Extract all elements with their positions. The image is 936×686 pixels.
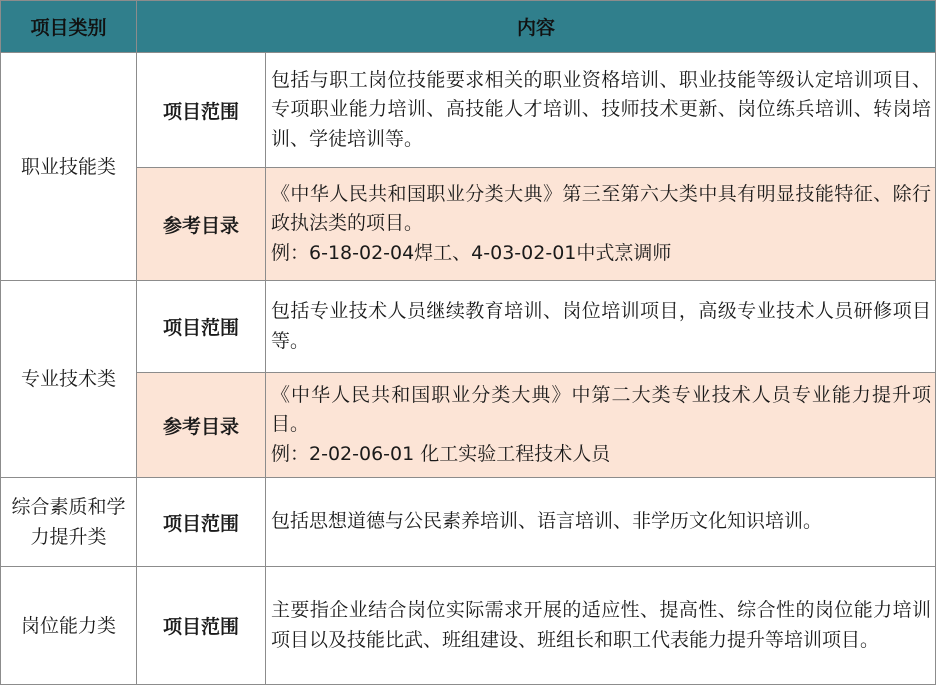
table-row	[1, 478, 936, 567]
catalog-cell	[266, 373, 936, 478]
table-row	[1, 373, 936, 478]
scope-text: 包括专业技术人员继续教育培训、岗位培训项目，高级专业技术人员研修项目等。	[266, 281, 936, 373]
table-row	[1, 53, 936, 168]
catalog-label: 参考目录	[137, 373, 266, 478]
catalog-text: 《中华人民共和国职业分类大典》第三至第六大类中具有明显技能特征、除行政执法类的项目。	[271, 182, 932, 235]
scope-label: 项目范围	[137, 478, 266, 567]
scope-text: 主要指企业结合岗位实际需求开展的适应性、提高性、综合性的岗位能力培训项目以及技能比武、班组建设、班组长和职工代表能力提升等培训项目。	[266, 567, 936, 685]
header-row	[1, 1, 936, 53]
table-row	[1, 281, 936, 373]
scope-text: 包括与职工岗位技能要求相关的职业资格培训、职业技能等级认定培训项目、专项职业能力培训、高技能人才培训、技师技术更新、岗位练兵培训、转岗培训、学徒培训等。	[266, 53, 936, 168]
catalog-text: 《中华人民共和国职业分类大典》中第二大类专业技术人员专业能力提升项目。	[271, 383, 932, 436]
table-row	[1, 168, 936, 281]
catalog-label: 参考目录	[137, 168, 266, 281]
category-cell: 岗位能力类	[1, 567, 137, 685]
catalog-example: 例：2-02-06-01 化工实验工程技术人员	[271, 442, 611, 465]
scope-label: 项目范围	[137, 567, 266, 685]
catalog-cell	[266, 168, 936, 281]
category-cell: 综合素质和学力提升类	[1, 478, 137, 567]
header-category: 项目类别	[1, 1, 137, 53]
category-cell: 职业技能类	[1, 53, 137, 281]
table-row	[1, 567, 936, 685]
header-content: 内容	[137, 1, 936, 53]
scope-text: 包括思想道德与公民素养培训、语言培训、非学历文化知识培训。	[266, 478, 936, 567]
catalog-example: 例：6-18-02-04焊工、4-03-02-01中式烹调师	[271, 241, 672, 264]
scope-label: 项目范围	[137, 281, 266, 373]
category-cell: 专业技术类	[1, 281, 137, 478]
scope-label: 项目范围	[137, 53, 266, 168]
